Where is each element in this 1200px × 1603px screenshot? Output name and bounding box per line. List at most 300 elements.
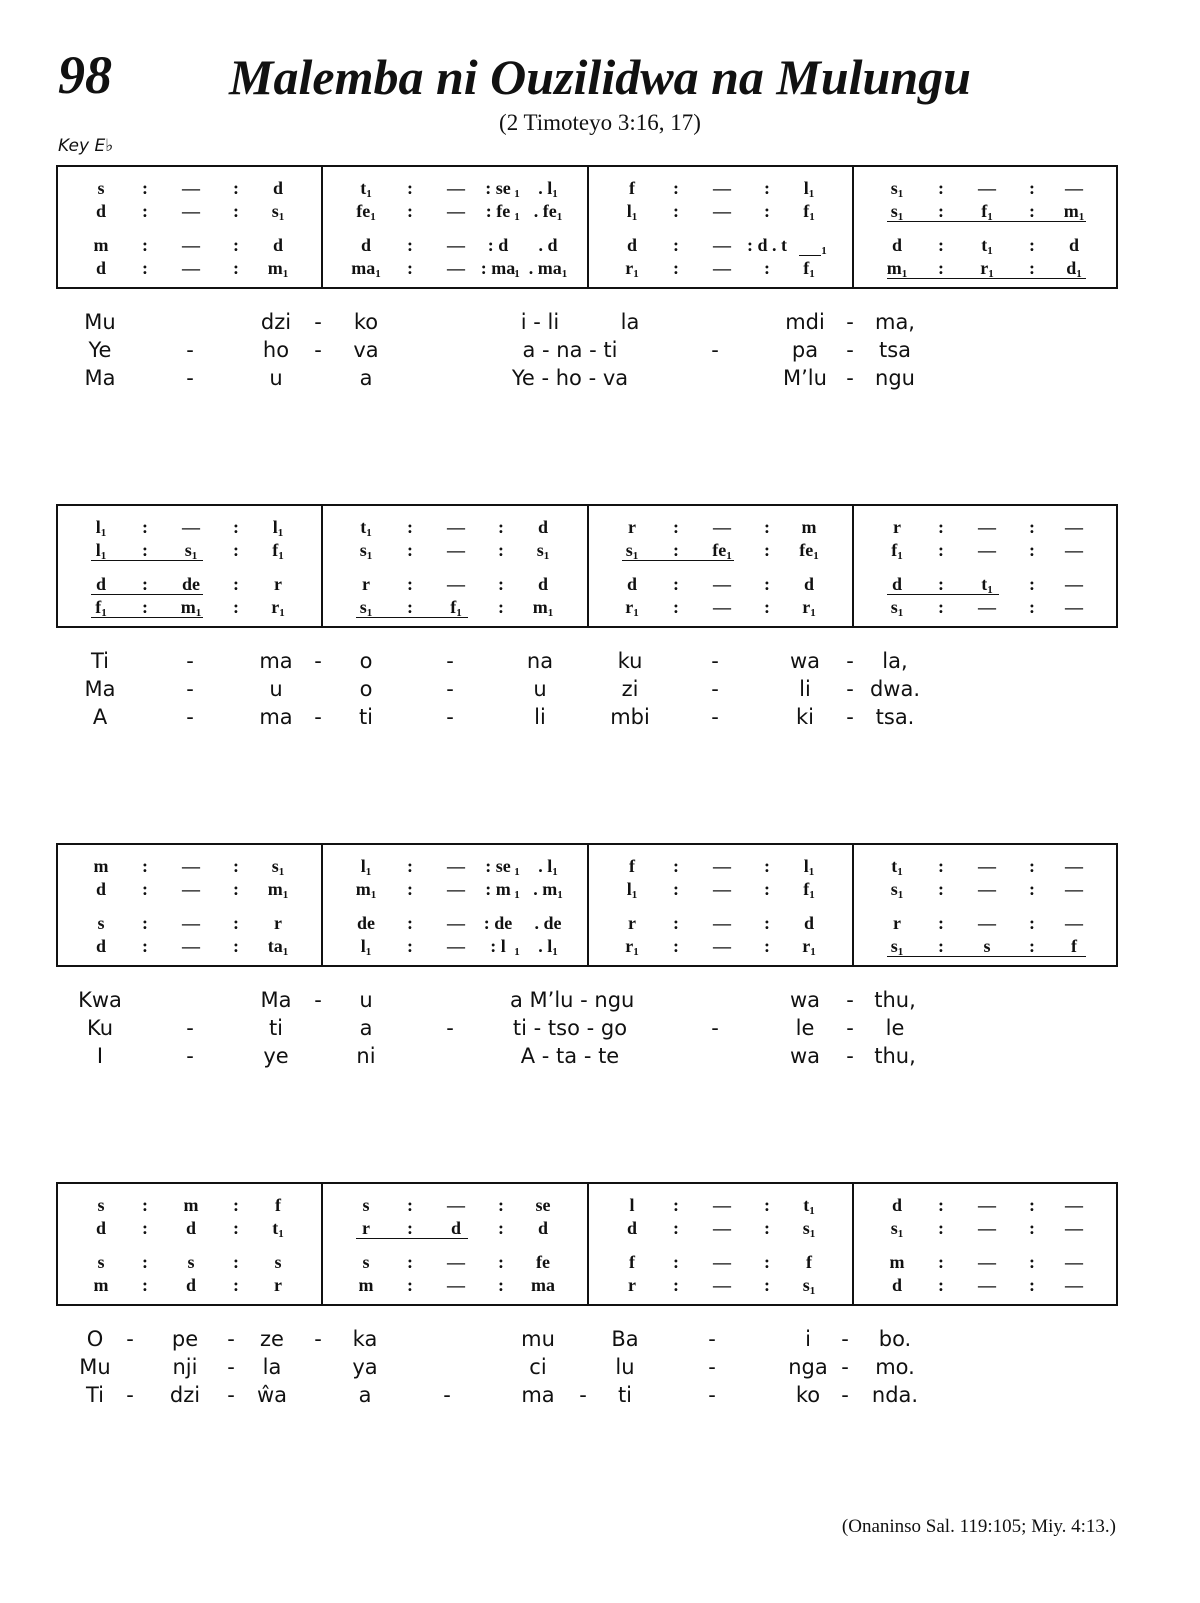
beat-separator: : <box>142 574 148 594</box>
solfa-note: $l_1$ <box>360 856 372 878</box>
solfa-note: $f_1$ <box>891 540 903 562</box>
lyric-syllable: ho <box>262 338 290 362</box>
hold-dash: — <box>447 178 465 198</box>
solfa-note: : d <box>487 235 509 255</box>
syllable-hyphen: - <box>186 649 194 673</box>
octave-subscript: 1 <box>514 268 520 280</box>
slur-underline <box>887 278 1086 279</box>
beat-separator: : <box>1029 1275 1035 1295</box>
solfa-note: m <box>93 856 109 876</box>
beat-separator: : <box>407 178 413 198</box>
syllable-hyphen: - <box>708 1383 716 1407</box>
lyric-syllable: Ma <box>84 366 116 390</box>
hold-dash: — <box>182 235 200 255</box>
lyric-syllable: pe <box>171 1327 199 1351</box>
lyric-line <box>0 675 1200 703</box>
solfa-note: $s_1$ <box>359 597 373 619</box>
solfa-note: $l_1$ <box>360 936 372 958</box>
lyric-syllable: wa <box>789 649 821 673</box>
lyric-line <box>0 1325 1200 1353</box>
solfa-note: $ma_1$ <box>351 258 381 280</box>
solfa-note: $s_1$ <box>890 597 904 619</box>
syllable-hyphen: - <box>711 705 719 729</box>
solfa-note: $f_1$ <box>95 597 107 619</box>
syllable-hyphen: - <box>708 1355 716 1379</box>
solfa-note: $m_1$ <box>267 879 289 901</box>
solfa-note: m <box>358 1275 374 1295</box>
beat-separator: : <box>233 517 239 537</box>
lyric-syllable: ti <box>268 1016 284 1040</box>
lyric-syllable: ngu <box>875 366 915 390</box>
beat-separator: : <box>407 540 413 560</box>
lyric-syllable: u <box>269 366 283 390</box>
octave-subscript: 1 <box>514 866 520 878</box>
solfa-note: $t_1$ <box>981 235 993 257</box>
slur-underline <box>91 594 203 595</box>
hold-dash: — <box>447 201 465 221</box>
syllable-hyphen: - <box>186 366 194 390</box>
scripture-reference: (2 Timoteyo 3:16, 17) <box>499 110 701 135</box>
beat-separator: : <box>938 574 944 594</box>
solfa-note: $m_1$ <box>1063 201 1085 223</box>
solfa-note: $m_1$ <box>180 597 202 619</box>
beat-separator: : <box>407 574 413 594</box>
hold-dash: — <box>182 258 200 278</box>
beat-separator: : <box>673 574 679 594</box>
beat-separator: : <box>673 1252 679 1272</box>
lyric-line <box>0 986 1200 1014</box>
lyric-syllable: i <box>805 1327 811 1351</box>
beat-separator: : <box>1029 178 1035 198</box>
solfa-note: . $l_1$ <box>538 936 558 958</box>
solfa-note: $l_1$ <box>626 879 638 901</box>
beat-separator: : <box>764 574 770 594</box>
beat-separator: : <box>233 913 239 933</box>
solfa-note: $s_1$ <box>802 1275 816 1297</box>
beat-separator: : <box>498 574 504 594</box>
beat-separator: : <box>1029 597 1035 617</box>
lyric-line <box>0 647 1200 675</box>
beat-separator: : <box>233 235 239 255</box>
score-system <box>56 504 1118 628</box>
voice-row <box>58 1217 1116 1239</box>
solfa-note: d <box>95 936 106 956</box>
beat-separator: : <box>407 1275 413 1295</box>
hold-dash: — <box>1065 1275 1083 1295</box>
lyric-syllable: zi <box>621 677 639 701</box>
voice-row <box>58 935 1116 957</box>
syllable-hyphen: - <box>846 649 854 673</box>
beat-separator: : <box>938 1218 944 1238</box>
solfa-note: d <box>272 178 283 198</box>
voice-row <box>58 177 1116 199</box>
slur-underline <box>799 255 821 256</box>
beat-separator: : <box>407 879 413 899</box>
solfa-note: f <box>806 1252 812 1272</box>
solfa-note: $r_1$ <box>802 936 816 958</box>
solfa-note: l <box>629 1195 635 1215</box>
lyric-syllable: u <box>269 677 283 701</box>
solfa-note: . $m_1$ <box>533 879 563 901</box>
solfa-note: m <box>93 235 109 255</box>
syllable-hyphen: - <box>846 1044 854 1068</box>
lyric-syllable: ni <box>356 1044 376 1068</box>
solfa-note: . d <box>538 235 558 255</box>
solfa-note: $m_1$ <box>532 597 554 619</box>
solfa-note: $r_1$ <box>271 597 285 619</box>
solfa-note: r <box>628 1275 636 1295</box>
solfa-note: $f_1$ <box>803 258 815 280</box>
hold-dash: — <box>447 1195 465 1215</box>
voice-row <box>58 573 1116 595</box>
solfa-note: d <box>185 1275 196 1295</box>
beat-separator: : <box>1029 235 1035 255</box>
lyric-syllable: u <box>533 677 547 701</box>
lyric-syllable: ku <box>617 649 643 673</box>
voice-row <box>58 855 1116 877</box>
solfa-note: s <box>97 178 105 198</box>
solfa-note: . $fe_1$ <box>533 201 563 223</box>
solfa-note: : d . t <box>747 235 787 255</box>
beat-separator: : <box>764 936 770 956</box>
beat-separator: : <box>142 1275 148 1295</box>
syllable-hyphen: - <box>841 1355 849 1379</box>
lyric-syllable: la <box>620 310 640 334</box>
voice-row <box>58 1251 1116 1273</box>
beat-separator: : <box>142 879 148 899</box>
beat-separator: : <box>407 856 413 876</box>
lyric-syllable: a - na - ti <box>522 338 618 362</box>
beat-separator: : <box>142 936 148 956</box>
lyric-syllable: a <box>359 366 373 390</box>
solfa-note: s <box>97 1252 105 1272</box>
solfa-note: d <box>891 1195 902 1215</box>
solfa-note: $l_1$ <box>95 540 107 562</box>
solfa-note: $d_1$ <box>1066 258 1082 280</box>
beat-separator: : <box>407 936 413 956</box>
beat-separator: : <box>142 856 148 876</box>
score-system <box>56 165 1118 289</box>
beat-separator: : <box>142 540 148 560</box>
syllable-hyphen: - <box>846 988 854 1012</box>
beat-separator: : <box>498 1275 504 1295</box>
solfa-note: $fe_1$ <box>799 540 819 562</box>
hold-dash: — <box>182 879 200 899</box>
solfa-note: d <box>626 235 637 255</box>
beat-separator: : <box>142 178 148 198</box>
hold-dash: — <box>713 235 731 255</box>
lyric-syllable: ŵa <box>256 1383 288 1407</box>
lyric-syllable: ze <box>260 1327 284 1351</box>
voice-row <box>58 1194 1116 1216</box>
lyric-syllable: ma, <box>874 310 915 334</box>
hold-dash: — <box>447 913 465 933</box>
lyric-syllable: ka <box>352 1327 378 1351</box>
beat-separator: : <box>938 913 944 933</box>
syllable-hyphen: - <box>126 1383 134 1407</box>
hold-dash: — <box>1065 540 1083 560</box>
beat-separator: : <box>233 1218 239 1238</box>
beat-separator: : <box>233 1252 239 1272</box>
lyric-syllable: ma <box>259 649 293 673</box>
beat-separator: : <box>407 517 413 537</box>
hold-dash: — <box>1065 597 1083 617</box>
syllable-hyphen: - <box>711 677 719 701</box>
voice-row <box>58 516 1116 538</box>
beat-separator: : <box>764 517 770 537</box>
beat-separator: : <box>673 1195 679 1215</box>
solfa-note: s <box>274 1252 282 1272</box>
hold-dash: — <box>1065 879 1083 899</box>
syllable-hyphen: - <box>227 1355 235 1379</box>
voice-row <box>58 1274 1116 1296</box>
beat-separator: : <box>233 1275 239 1295</box>
beat-separator: : <box>938 178 944 198</box>
solfa-note: $t_1$ <box>360 178 372 200</box>
solfa-note: d <box>803 913 814 933</box>
syllable-hyphen: - <box>126 1327 134 1351</box>
hold-dash: — <box>1065 856 1083 876</box>
solfa-note: s <box>362 1195 370 1215</box>
lyric-syllable: ko <box>353 310 379 334</box>
solfa-note: $r_1$ <box>625 936 639 958</box>
lyric-syllable: O <box>86 1327 104 1351</box>
solfa-note: $t_1$ <box>360 517 372 539</box>
hold-dash: — <box>978 540 996 560</box>
lyric-syllable: le <box>885 1016 905 1040</box>
solfa-note: d <box>803 574 814 594</box>
syllable-hyphen: - <box>314 705 322 729</box>
beat-separator: : <box>938 936 944 956</box>
solfa-note: s <box>187 1252 195 1272</box>
hold-dash: — <box>978 1218 996 1238</box>
solfa-note: se <box>535 1195 551 1215</box>
solfa-note: . $l_1$ <box>538 178 558 200</box>
hold-dash: — <box>978 517 996 537</box>
beat-separator: : <box>233 879 239 899</box>
syllable-hyphen: - <box>846 366 854 390</box>
beat-separator: : <box>407 201 413 221</box>
solfa-note: $s_1$ <box>271 856 285 878</box>
hold-dash: — <box>713 913 731 933</box>
voice-row <box>58 234 1116 256</box>
solfa-note: : ma <box>480 258 516 278</box>
beat-separator: : <box>764 258 770 278</box>
solfa-note: d <box>272 235 283 255</box>
beat-separator: : <box>142 913 148 933</box>
beat-separator: : <box>673 258 679 278</box>
beat-separator: : <box>407 1252 413 1272</box>
lyric-syllable: Mu <box>84 310 116 334</box>
voice-row <box>58 257 1116 279</box>
lyric-syllable: A - ta - te <box>520 1044 620 1068</box>
hymn-title: Malemba ni Ouzilidwa na Mulungu <box>229 49 971 105</box>
beat-separator: : <box>764 856 770 876</box>
hold-dash: — <box>182 517 200 537</box>
beat-separator: : <box>938 517 944 537</box>
solfa-note: $s_1$ <box>802 1218 816 1240</box>
hold-dash: — <box>447 540 465 560</box>
lyric-syllable: dwa. <box>869 677 921 701</box>
beat-separator: : <box>1029 1195 1035 1215</box>
beat-separator: : <box>673 913 679 933</box>
solfa-note: fe <box>536 1252 550 1272</box>
octave-subscript: 1 <box>514 211 520 223</box>
solfa-note: s <box>97 1195 105 1215</box>
beat-separator: : <box>764 178 770 198</box>
solfa-note: $f_1$ <box>450 597 462 619</box>
beat-separator: : <box>407 258 413 278</box>
lyric-syllable: Ti <box>85 1383 105 1407</box>
beat-separator: : <box>233 856 239 876</box>
lyric-syllable: mbi <box>610 705 650 729</box>
lyric-syllable: ti <box>358 705 374 729</box>
hold-dash: — <box>1065 517 1083 537</box>
syllable-hyphen: - <box>186 1044 194 1068</box>
syllable-hyphen: - <box>711 1016 719 1040</box>
hold-dash: — <box>182 856 200 876</box>
solfa-note: $s_1$ <box>890 879 904 901</box>
solfa-note: $s_1$ <box>890 1218 904 1240</box>
solfa-note: d <box>450 1218 461 1238</box>
hold-dash: — <box>447 258 465 278</box>
lyric-syllable: ki <box>796 705 814 729</box>
beat-separator: : <box>673 540 679 560</box>
syllable-hyphen: - <box>446 677 454 701</box>
hold-dash: — <box>978 1195 996 1215</box>
beat-separator: : <box>142 201 148 221</box>
hold-dash: — <box>978 879 996 899</box>
lyric-syllable: mu <box>521 1327 555 1351</box>
hold-dash: — <box>713 1252 731 1272</box>
solfa-note: r <box>893 517 901 537</box>
solfa-note: $f_1$ <box>803 201 815 223</box>
beat-separator: : <box>498 1195 504 1215</box>
syllable-hyphen: - <box>314 988 322 1012</box>
beat-separator: : <box>673 856 679 876</box>
beat-separator: : <box>764 1275 770 1295</box>
syllable-hyphen: - <box>227 1327 235 1351</box>
lyric-syllable: a M’lu - ngu <box>510 988 635 1012</box>
beat-separator: : <box>233 201 239 221</box>
lyric-syllable: Ye - ho - va <box>511 366 629 390</box>
hold-dash: — <box>447 235 465 255</box>
beat-separator: : <box>498 597 504 617</box>
solfa-note: $t_1$ <box>803 1195 815 1217</box>
beat-separator: : <box>498 1218 504 1238</box>
solfa-note: m <box>801 517 817 537</box>
solfa-note: d <box>95 258 106 278</box>
lyric-syllable: dzi <box>169 1383 201 1407</box>
beat-separator: : <box>1029 574 1035 594</box>
hold-dash: — <box>978 1252 996 1272</box>
syllable-hyphen: - <box>186 705 194 729</box>
hold-dash: — <box>447 879 465 899</box>
lyric-syllable: li <box>799 677 811 701</box>
slur-underline <box>356 617 468 618</box>
lyric-syllable: ti - tso - go <box>512 1016 628 1040</box>
solfa-note: $l_1$ <box>803 178 815 200</box>
solfa-note: $t_1$ <box>981 574 993 596</box>
lyric-syllable: Ye <box>88 338 112 362</box>
beat-separator: : <box>1029 540 1035 560</box>
beat-separator: : <box>407 913 413 933</box>
beat-separator: : <box>938 879 944 899</box>
beat-separator: : <box>498 517 504 537</box>
solfa-note: $m_1$ <box>267 258 289 280</box>
solfa-note: r <box>628 517 636 537</box>
beat-separator: : <box>142 235 148 255</box>
lyric-syllable: nda. <box>871 1383 919 1407</box>
footer-reference: (Onaninso Sal. 119:105; Miy. 4:13.) <box>841 1516 1116 1537</box>
beat-separator: : <box>1029 856 1035 876</box>
solfa-note: $r_1$ <box>802 597 816 619</box>
beat-separator: : <box>233 597 239 617</box>
beat-separator: : <box>407 1218 413 1238</box>
solfa-note: d <box>891 235 902 255</box>
beat-separator: : <box>938 1275 944 1295</box>
beat-separator: : <box>233 178 239 198</box>
hold-dash: — <box>713 258 731 278</box>
hold-dash: — <box>1065 178 1083 198</box>
solfa-note: f <box>1071 936 1077 956</box>
hold-dash: — <box>713 517 731 537</box>
syllable-hyphen: - <box>841 1383 849 1407</box>
lyric-syllable: a <box>359 1016 373 1040</box>
solfa-note: $l_1$ <box>803 856 815 878</box>
slur-underline <box>91 560 203 561</box>
syllable-hyphen: - <box>846 338 854 362</box>
beat-separator: : <box>673 235 679 255</box>
solfa-note: $t_1$ <box>891 856 903 878</box>
beat-separator: : <box>142 1195 148 1215</box>
solfa-note: $t_1$ <box>272 1218 284 1240</box>
syllable-hyphen: - <box>446 1016 454 1040</box>
hold-dash: — <box>978 1275 996 1295</box>
voice-row <box>58 539 1116 561</box>
syllable-hyphen: - <box>841 1327 849 1351</box>
beat-separator: : <box>1029 936 1035 956</box>
beat-separator: : <box>142 1218 148 1238</box>
solfa-note: r <box>274 913 282 933</box>
octave-subscript: 1 <box>514 188 520 200</box>
beat-separator: : <box>142 1252 148 1272</box>
slur-underline <box>622 560 734 561</box>
solfa-note: d <box>1068 235 1079 255</box>
beat-separator: : <box>407 235 413 255</box>
beat-separator: : <box>1029 201 1035 221</box>
lyric-syllable: thu, <box>874 1044 916 1068</box>
solfa-note: ma <box>531 1275 555 1295</box>
lyric-line <box>0 1353 1200 1381</box>
beat-separator: : <box>142 597 148 617</box>
hold-dash: — <box>182 913 200 933</box>
solfa-note: $f_1$ <box>272 540 284 562</box>
beat-separator: : <box>764 1218 770 1238</box>
lyric-syllable: nji <box>172 1355 198 1379</box>
lyric-line <box>0 308 1200 336</box>
solfa-note: f <box>629 856 635 876</box>
lyric-syllable: wa <box>789 1044 821 1068</box>
solfa-note: $fe_1$ <box>356 201 376 223</box>
lyric-syllable: ye <box>263 1044 289 1068</box>
syllable-hyphen: - <box>186 677 194 701</box>
lyric-syllable: ci <box>529 1355 547 1379</box>
beat-separator: : <box>1029 879 1035 899</box>
hold-dash: — <box>713 936 731 956</box>
beat-separator: : <box>407 597 413 617</box>
beat-separator: : <box>233 574 239 594</box>
